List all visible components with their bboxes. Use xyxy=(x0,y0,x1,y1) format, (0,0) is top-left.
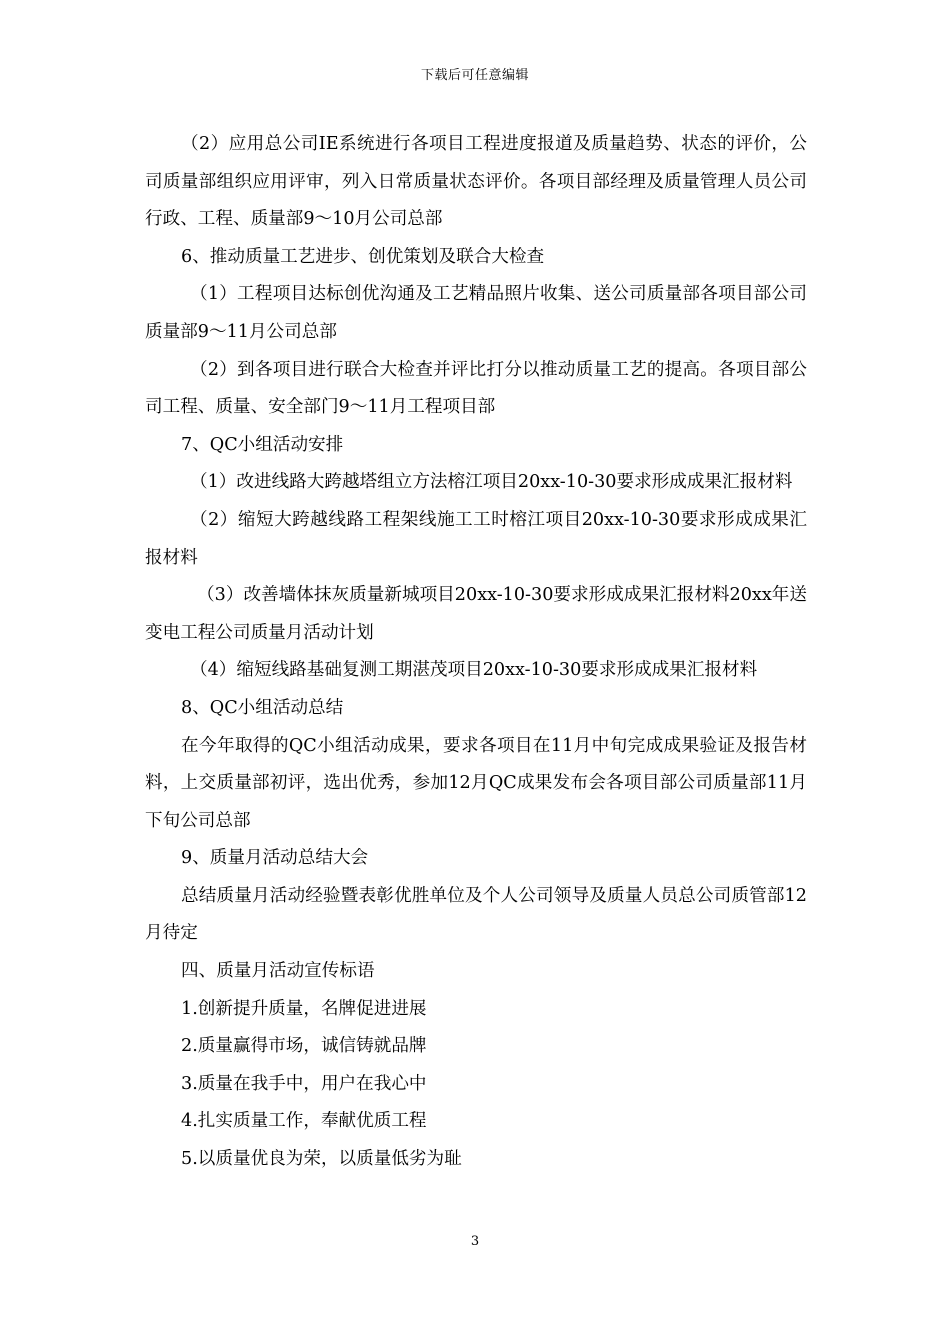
heading-item-8: 8、QC小组活动总结 xyxy=(181,697,344,718)
slogan-item: 5.以质量优良为荣，以质量低劣为耻 xyxy=(181,1149,462,1170)
heading-item-9: 9、质量月活动总结大会 xyxy=(181,848,369,869)
header-note: 下载后可任意编辑 xyxy=(420,68,529,83)
heading-item-7: 7、QC小组活动安排 xyxy=(181,434,344,455)
slogan-item: 2.质量赢得市场，诚信铸就品牌 xyxy=(181,1036,427,1057)
paragraph-6-2: （2）到各项目进行联合大检查并评比打分以推动质量工艺的提高。各项目部公司工程、质量、安全部门9～11月工程项目部 xyxy=(145,359,807,418)
paragraph-7-3: （3）改善墙体抹灰质量新城项目20xx-10-30要求形成成果汇报材料20xx年送变电工程公司质量月活动计划 xyxy=(145,585,807,643)
paragraph-8-summary: 在今年取得的QC小组活动成果，要求各项目在11月中旬完成成果验证及报告材料，上交质量部初评，选出优秀，参加12月QC成果发布会各项目部公司质量部11月下旬公司总部 xyxy=(145,735,807,831)
document-body xyxy=(145,126,807,1179)
page-number: 3 xyxy=(470,1234,480,1249)
paragraph-7-4: （4）缩短线路基础复测工期湛茂项目20xx-10-30要求形成成果汇报材料 xyxy=(190,660,758,681)
slogan-item: 4.扎实质量工作，奉献优质工程 xyxy=(181,1111,427,1132)
heading-item-6: 6、推动质量工艺进步、创优策划及联合大检查 xyxy=(181,246,545,267)
slogan-item: 3.质量在我手中，用户在我心中 xyxy=(181,1073,427,1094)
paragraph-ie-system: （2）应用总公司IE系统进行各项目工程进度报道及质量趋势、状态的评价，公司质量部组织应用评审，列入日常质量状态评价。各项目部经理及质量管理人员公司行政、工程、质量部9～10月公司总部 xyxy=(145,134,807,230)
slogan-item: 1.创新提升质量，名牌促进进展 xyxy=(181,998,427,1019)
heading-section-4: 四、质量月活动宣传标语 xyxy=(181,961,375,982)
paragraph-7-1: （1）改进线路大跨越塔组立方法榕江项目20xx-10-30要求形成成果汇报材料 xyxy=(190,472,793,493)
paragraph-7-2: （2）缩短大跨越线路工程架线施工工时榕江项目20xx-10-30要求形成成果汇报材料 xyxy=(145,509,807,568)
paragraph-9-summary: 总结质量月活动经验暨表彰优胜单位及个人公司领导及质量人员总公司质管部12月待定 xyxy=(145,885,807,944)
paragraph-6-1: （1）工程项目达标创优沟通及工艺精品照片收集、送公司质量部各项目部公司质量部9～11月公司总部 xyxy=(145,284,807,342)
